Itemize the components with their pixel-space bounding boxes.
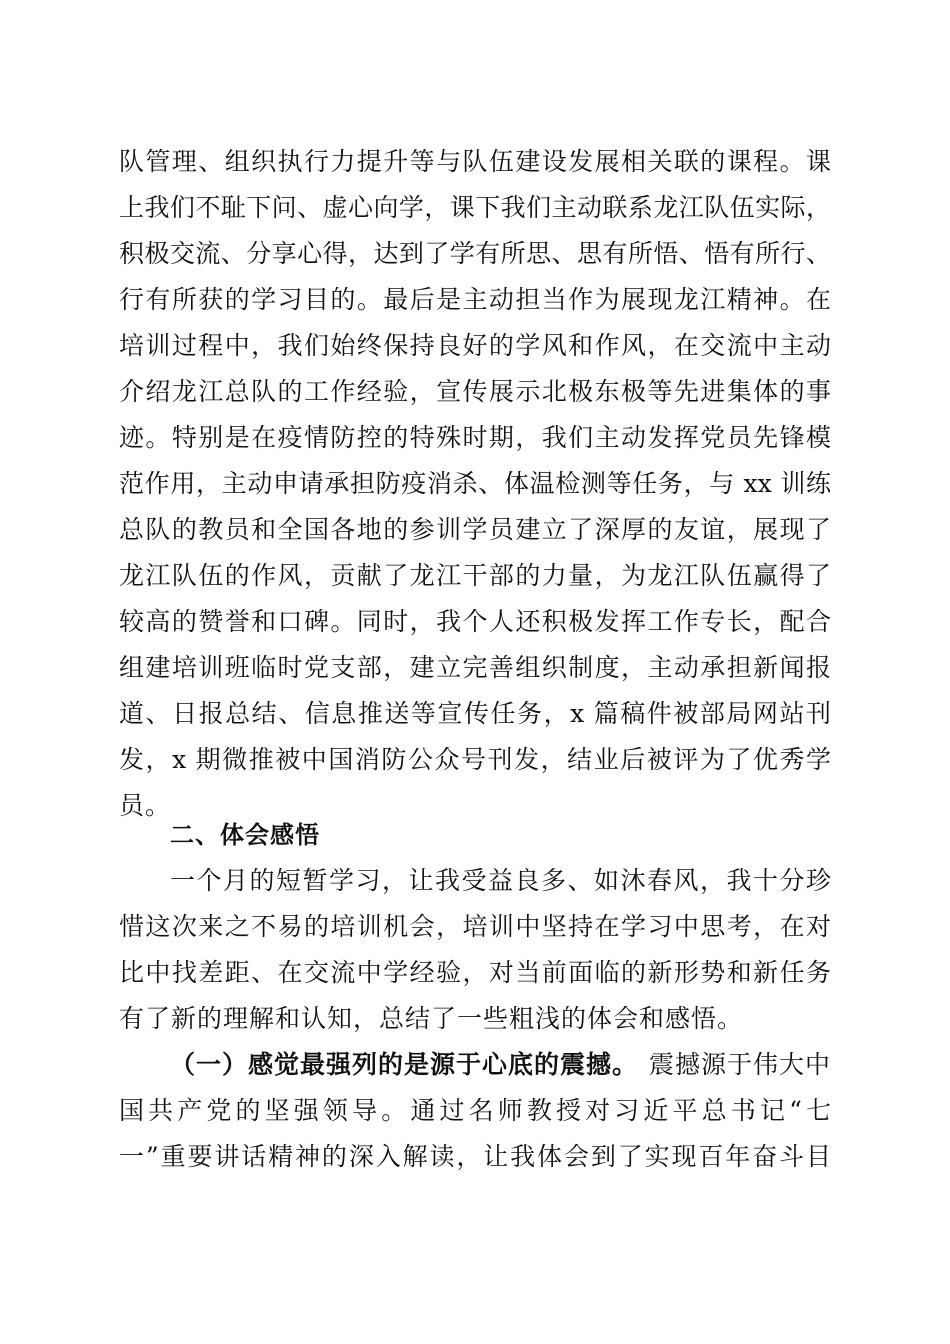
sub-heading-line [170, 1050, 831, 1080]
body-line: 组建培训班临时党支部，建立完善组织制度，主动承担新闻报 [119, 653, 831, 682]
body-line: 较高的赞誉和口碑。同时，我个人还积极发挥工作专长，配合 [119, 607, 831, 636]
body-line: 队管理、组织执行力提升等与队伍建设发展相关联的课程。课 [119, 147, 831, 176]
sub-heading: （一）感觉最强列的是源于心底的震撼。 [170, 1050, 639, 1079]
body-line: 范作用，主动申请承担防疫消杀、体温检测等任务，与 xx 训练 [119, 469, 831, 498]
final-line: 一”重要讲话精神的深入解读，让我体会到了实现百年奋斗目 [119, 1142, 831, 1171]
body-line: 介绍龙江总队的工作经验，宣传展示北极东极等先进集体的事 [119, 377, 831, 406]
section-heading: 二、体会感悟 [170, 821, 320, 849]
body-line: 积极交流、分享心得，达到了学有所思、思有所悟、悟有所行、 [119, 239, 831, 268]
body-line: 上我们不耻下问、虚心向学，课下我们主动联系龙江队伍实际， [119, 193, 831, 222]
body-line: 员。 [119, 791, 172, 820]
final-line: 国共产党的坚强领导。通过名师教授对习近平总书记“七 [119, 1096, 831, 1125]
body-line: 龙江队伍的作风，贡献了龙江干部的力量，为龙江队伍赢得了 [119, 561, 831, 590]
body-line: 培训过程中，我们始终保持良好的学风和作风，在交流中主动 [119, 331, 831, 360]
body-line: 道、日报总结、信息推送等宣传任务，x 篇稿件被部局网站刊 [119, 699, 831, 728]
sub-heading-rest: 震撼源于伟大中 [648, 1050, 831, 1079]
section-line: 有了新的理解和认知，总结了一些粗浅的体会和感悟。 [119, 1004, 744, 1033]
body-line: 发，x 期微推被中国消防公众号刊发，结业后被评为了优秀学 [119, 745, 831, 774]
section-line: 比中找差距、在交流中学经验，对当前面临的新形势和新任务 [119, 958, 831, 987]
body-line: 迹。特别是在疫情防控的特殊时期，我们主动发挥党员先锋模 [119, 423, 831, 452]
section-line: 惜这次来之不易的培训机会，培训中坚持在学习中思考，在对 [119, 912, 831, 941]
section-line: 一个月的短暂学习，让我受益良多、如沐春风，我十分珍 [170, 866, 831, 895]
body-line: 总队的教员和全国各地的参训学员建立了深厚的友谊，展现了 [119, 515, 831, 544]
body-line: 行有所获的学习目的。最后是主动担当作为展现龙江精神。在 [119, 285, 831, 314]
